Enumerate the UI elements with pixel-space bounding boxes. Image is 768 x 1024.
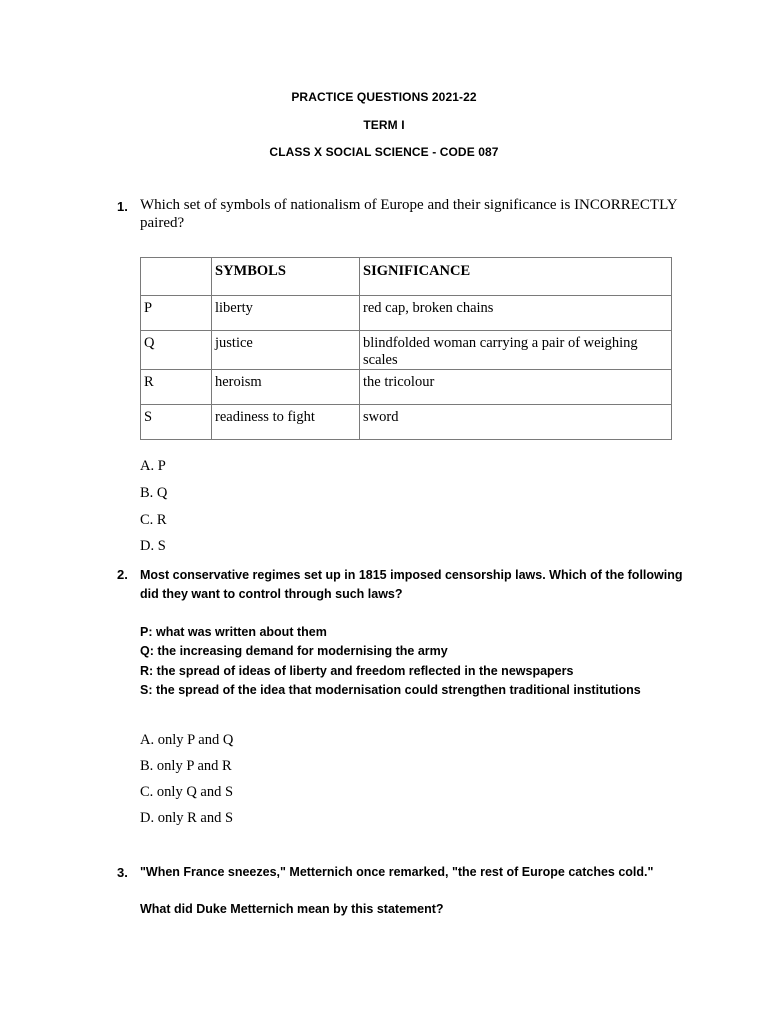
table-row [141, 405, 672, 440]
table-cell: justice [212, 331, 360, 370]
table-cell: R [141, 370, 212, 405]
question-2-statement-q: Q: the increasing demand for modernising the army [140, 644, 448, 658]
table-header-cell [141, 258, 212, 296]
table-header-cell: SYMBOLS [212, 258, 360, 296]
question-3-quote: "When France sneezes," Metternich once remarked, "the rest of Europe catches cold." [140, 865, 654, 879]
table-cell: blindfolded woman carrying a pair of weighing scales [360, 331, 672, 370]
question-2-statement-s: S: the spread of the idea that modernisation could strengthen traditional institutions [140, 683, 641, 697]
question-1-text: Which set of symbols of nationalism of Europe and their significance is INCORRECTLY paired? [140, 197, 678, 231]
table-row [141, 331, 672, 370]
table-row [141, 370, 672, 405]
question-3-question: What did Duke Metternich mean by this statement? [140, 902, 444, 916]
question-1-option-d: D. S [140, 538, 166, 554]
table-cell: S [141, 405, 212, 440]
table-row [141, 296, 672, 331]
question-1-option-c: C. R [140, 512, 167, 528]
table-header-cell: SIGNIFICANCE [360, 258, 672, 296]
table-cell: Q [141, 331, 212, 370]
question-1-option-a: A. P [140, 458, 166, 474]
question-2-option-a: A. only P and Q [140, 732, 234, 748]
question-2-statement-p: P: what was written about them [140, 625, 327, 639]
term-label: TERM I [363, 118, 405, 132]
question-3-number: 3. [117, 865, 128, 880]
table-header-row [141, 258, 672, 296]
question-2-option-b: B. only P and R [140, 758, 232, 774]
table-cell: the tricolour [360, 370, 672, 405]
question-2-option-c: C. only Q and S [140, 784, 234, 800]
class-code-label: CLASS X SOCIAL SCIENCE - CODE 087 [269, 145, 499, 159]
document-title: PRACTICE QUESTIONS 2021-22 [291, 90, 477, 104]
question-1-option-b: B. Q [140, 485, 168, 501]
table-cell: heroism [212, 370, 360, 405]
question-2-option-d: D. only R and S [140, 810, 234, 826]
table-cell: readiness to fight [212, 405, 360, 440]
question-2-statement-r: R: the spread of ideas of liberty and freedom reflected in the newspapers [140, 664, 574, 678]
question-1-number: 1. [117, 199, 128, 214]
symbols-table [140, 257, 672, 440]
table-cell: red cap, broken chains [360, 296, 672, 331]
table-cell: liberty [212, 296, 360, 331]
question-2-text: Most conservative regimes set up in 1815 imposed censorship laws. Which of the following did they want to control through such laws? [140, 568, 683, 601]
question-2-number: 2. [117, 567, 128, 582]
table-cell: sword [360, 405, 672, 440]
table-cell: P [141, 296, 212, 331]
